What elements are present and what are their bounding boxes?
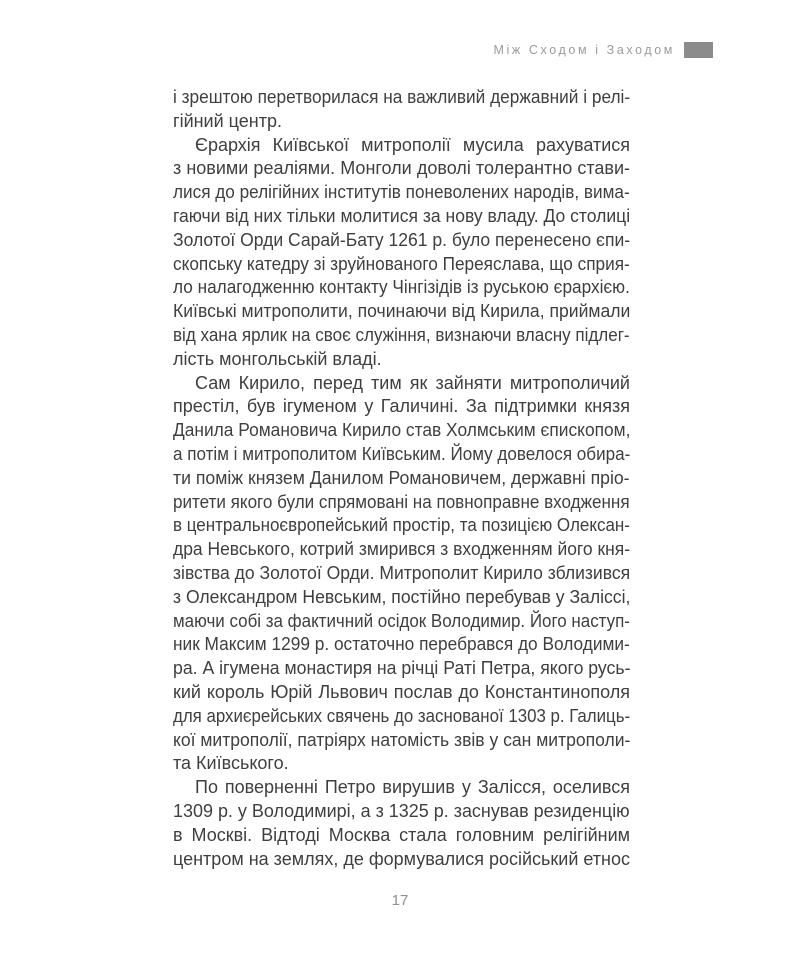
- text-line: з новими реаліями. Монголи доволі толерантно стави-: [173, 158, 630, 179]
- text-line: Єрархія Київської митрополії мусила рахуватися: [195, 134, 630, 155]
- text-line: дра Невського, котрий змирився з входженням його кня-: [173, 539, 631, 560]
- text-line: 1309 р. у Володимирі, а з 1325 р. заснував резиденцію: [173, 800, 630, 821]
- text-line: від хана ярлик на своє служіння, визнаючи власну підлег-: [173, 324, 630, 345]
- text-line: По поверненні Петро вирушив у Залісся, оселився: [195, 777, 630, 798]
- text-line: Київські митрополити, починаючи від Кирила, приймали: [173, 301, 631, 322]
- text-line: і зрештою перетворилася на важливий державний і релі-: [173, 87, 631, 107]
- text-column: [173, 86, 630, 871]
- text-line: ти поміж князем Данилом Романовичем, державні пріо-: [173, 467, 630, 488]
- text-line: ритети якого були спрямовані на повноправне входження: [173, 491, 630, 512]
- text-line: та Київського.: [173, 753, 289, 774]
- text-line: ник Максим 1299 р. остаточно перебрався до Володими-: [173, 634, 630, 655]
- text-line: маючи собі за фактичний осідок Володимир. Його наступ-: [173, 610, 630, 631]
- text-line: кий король Юрій Львович послав до Константинополя: [173, 681, 630, 702]
- page-number: 17: [391, 892, 409, 909]
- text-line: в Москві. Відтоді Москва стала головним релігійним: [173, 824, 630, 845]
- text-line: Золотої Орди Сарай-Бату 1261 р. було перенесено єпи-: [173, 229, 631, 250]
- text-line: ло налагодженню контакту Чінгізідів із руською єрархією.: [173, 277, 630, 298]
- text-line: престіл, був ігуменом у Галичині. За підтримки князя: [173, 396, 630, 417]
- text-line: для архиєрейських свячень до заснованої 1303 р. Галиць-: [173, 705, 631, 726]
- header-accent-block: [684, 42, 713, 58]
- text-line: кої митрополії, патріярх натомість звів у сан митрополи-: [173, 729, 631, 750]
- text-line: гаючи від них тільки молитися за нову владу. До столиці: [173, 205, 631, 226]
- text-line: скопську катедру зі зруйнованого Переяслава, що сприя-: [173, 253, 630, 274]
- text-line: в центральноєвропейський простір, та позицією Олексан-: [173, 515, 630, 536]
- text-line: ра. А ігумена монастиря на річці Раті Петра, якого русь-: [173, 658, 631, 679]
- running-title: Між Сходом і Заходом: [493, 43, 675, 57]
- text-line: центром на землях, де формувалися російський етнос: [173, 848, 630, 869]
- text-line: гійний центр.: [173, 110, 282, 131]
- text-line: Данила Романовича Кирило став Холмським єпископом,: [173, 420, 631, 441]
- text-line: зівства до Золотої Орди. Митрополит Кирило зблизився: [173, 562, 631, 583]
- text-line: з Олександром Невським, постійно перебував у Заліссі,: [173, 586, 631, 607]
- text-line: лість монгольській владі.: [173, 348, 382, 369]
- text-line: а потім і митрополитом Київським. Йому довелося обира-: [173, 443, 631, 464]
- running-header: [0, 42, 713, 58]
- text-line: лися до релігійних інститутів поневолених народів, вима-: [173, 182, 630, 203]
- text-line: Сам Кирило, перед тим як зайняти митрополичий: [195, 372, 630, 393]
